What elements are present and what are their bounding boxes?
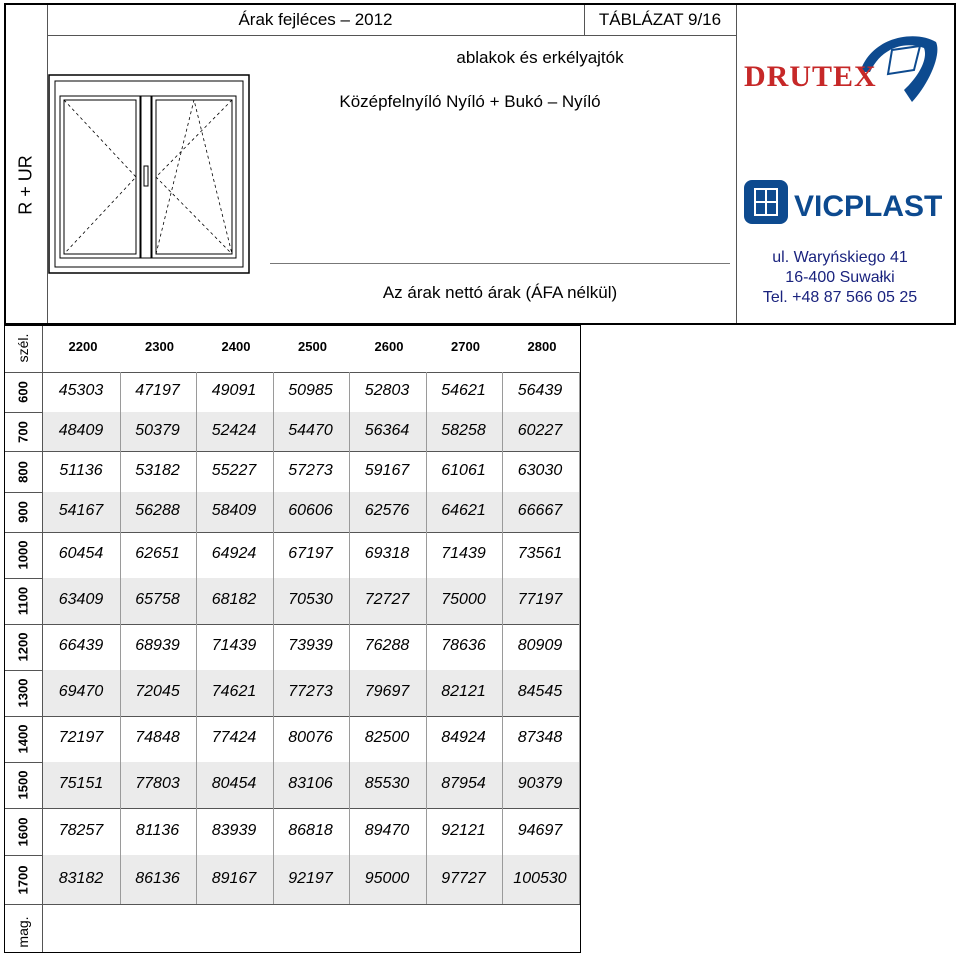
row-header-height: 1700 <box>15 865 31 894</box>
price-cell: 83939 <box>211 821 257 839</box>
price-cell: 73561 <box>517 545 563 562</box>
row-header-height: 900 <box>15 501 31 523</box>
price-cell: 62651 <box>135 545 180 562</box>
price-cell: 75151 <box>58 775 104 792</box>
price-cell: 58409 <box>211 502 257 519</box>
document-title: Árak fejléces – 2012 <box>47 5 585 36</box>
table-row <box>43 855 580 904</box>
vicplast-logo <box>742 178 942 228</box>
price-cell: 66667 <box>517 502 563 519</box>
table-row <box>43 372 580 412</box>
row-header-height: 1500 <box>15 770 31 800</box>
price-cell: 75000 <box>441 591 486 608</box>
column-divider <box>579 372 580 904</box>
row-header-height: 800 <box>15 460 31 483</box>
price-cell: 87954 <box>441 775 486 792</box>
table-row <box>43 451 580 492</box>
price-cell: 58258 <box>441 421 486 439</box>
price-cell: 90379 <box>517 775 563 792</box>
column-divider <box>426 372 427 904</box>
price-cell: 51136 <box>59 461 103 479</box>
address-phone: Tel. +48 87 566 05 25 <box>762 289 918 306</box>
price-cell: 80076 <box>288 729 333 746</box>
address-city: 16-400 Suwałki <box>785 269 895 286</box>
window-type-title: Középfelnyíló Nyíló + Bukó – Nyíló <box>339 92 601 111</box>
column-divider <box>349 372 350 904</box>
price-cell: 97727 <box>441 869 486 887</box>
price-cell: 57273 <box>288 461 333 479</box>
note-divider <box>270 263 730 264</box>
vicplast-logo-text: VICPLAST <box>794 190 942 223</box>
category-title: ablakok és erkélyajtók <box>456 48 624 67</box>
price-cell: 60606 <box>288 502 333 519</box>
price-cell: 76288 <box>364 637 410 654</box>
price-cell: 71439 <box>211 637 257 654</box>
price-cell: 69470 <box>58 683 104 700</box>
company-address <box>732 248 948 308</box>
side-label-cell <box>6 5 48 323</box>
price-cell: 54470 <box>288 421 333 439</box>
price-cell: 78636 <box>441 637 486 654</box>
price-cell: 89470 <box>364 821 410 839</box>
price-cell: 83182 <box>58 869 104 887</box>
price-cell: 53182 <box>135 461 180 479</box>
table-row <box>43 716 580 762</box>
price-cell: 48409 <box>58 421 104 439</box>
row-header-height: 1100 <box>15 586 31 616</box>
table-row <box>43 624 580 670</box>
table-row <box>43 532 580 578</box>
price-cell: 70530 <box>288 591 333 608</box>
column-divider <box>502 372 503 904</box>
price-cell: 84924 <box>441 729 486 746</box>
price-cell: 62576 <box>364 502 410 519</box>
price-cell: 72727 <box>364 591 410 608</box>
table-number: TÁBLÁZAT 9/16 <box>584 5 737 36</box>
height-axis-label: mag. <box>15 916 31 948</box>
row-header-height: 600 <box>15 381 31 403</box>
column-header-width: 2800 <box>527 339 557 354</box>
table-row <box>43 578 580 624</box>
height-label-column <box>5 326 43 952</box>
side-label: R + UR <box>15 155 36 215</box>
price-cell: 89167 <box>211 869 257 887</box>
price-cell: 50985 <box>288 382 333 399</box>
price-cell: 54167 <box>58 502 104 519</box>
row-header-height: 700 <box>15 420 31 443</box>
price-cell: 55227 <box>211 461 257 479</box>
row-header-height: 1300 <box>15 678 31 708</box>
price-cell: 52803 <box>364 382 410 399</box>
column-divider <box>120 372 121 904</box>
column-header-width: 2500 <box>298 339 327 354</box>
price-cell: 68182 <box>211 591 257 608</box>
price-cell: 56288 <box>135 502 180 519</box>
price-note: Az árak nettó árak (ÁFA nélkül) <box>382 283 618 302</box>
price-cell: 71439 <box>441 545 486 562</box>
price-cell: 92121 <box>441 821 486 839</box>
price-cell: 73939 <box>288 637 333 654</box>
price-cell: 60227 <box>517 421 563 439</box>
row-header-height: 1600 <box>15 817 31 846</box>
price-cell: 78257 <box>58 821 104 839</box>
column-header-width: 2300 <box>145 339 174 354</box>
price-cell: 63409 <box>58 591 104 608</box>
table-row <box>43 492 580 532</box>
price-cell: 67197 <box>288 545 333 562</box>
price-cell: 81136 <box>135 821 180 839</box>
price-cell: 56364 <box>364 421 410 439</box>
row-divider <box>5 904 580 905</box>
price-cell: 77197 <box>517 591 563 608</box>
price-cell: 77273 <box>288 683 333 700</box>
price-cell: 60454 <box>58 545 104 562</box>
column-header-width: 2400 <box>221 339 251 354</box>
column-header-width: 2200 <box>68 339 98 354</box>
window-diagram-icon <box>48 74 250 274</box>
table-row <box>43 412 580 451</box>
price-cell: 47197 <box>135 382 180 399</box>
price-cell: 61061 <box>441 461 486 479</box>
table-row <box>43 808 580 855</box>
price-cell: 59167 <box>364 461 410 479</box>
price-cell: 86818 <box>288 821 333 839</box>
price-cell: 94697 <box>517 821 563 839</box>
row-header-height: 1200 <box>15 632 31 662</box>
column-header-width: 2600 <box>374 339 404 354</box>
price-cell: 87348 <box>517 729 563 746</box>
price-cell: 74621 <box>211 683 257 700</box>
price-cell: 52424 <box>211 421 257 439</box>
column-divider <box>273 372 274 904</box>
price-cell: 45303 <box>58 382 104 399</box>
drutex-logo <box>742 30 942 115</box>
price-cell: 74848 <box>135 729 180 746</box>
price-cell: 63030 <box>517 461 563 479</box>
price-cell: 50379 <box>135 421 180 439</box>
price-cell: 79697 <box>364 683 410 700</box>
column-header-width: 2700 <box>451 339 480 354</box>
price-cell: 100530 <box>513 869 567 887</box>
width-axis-label: szél. <box>15 333 31 363</box>
price-cell: 95000 <box>364 869 410 887</box>
price-cell: 80909 <box>517 637 563 654</box>
row-header-height: 1000 <box>15 540 31 570</box>
price-cell: 92197 <box>288 869 333 887</box>
table-row <box>43 762 580 808</box>
table-row <box>43 670 580 716</box>
row-header-height: 1400 <box>15 724 31 754</box>
price-cell: 83106 <box>288 775 333 792</box>
price-cell: 84545 <box>517 683 563 700</box>
price-cell: 85530 <box>364 775 410 792</box>
column-divider <box>196 372 197 904</box>
price-cell: 69318 <box>364 545 410 562</box>
price-cell: 77424 <box>211 729 257 746</box>
price-cell: 82121 <box>441 683 486 700</box>
price-cell: 65758 <box>135 591 180 608</box>
price-cell: 72197 <box>58 729 104 746</box>
price-cell: 80454 <box>211 775 257 792</box>
price-table <box>4 325 581 953</box>
price-cell: 82500 <box>364 729 410 746</box>
price-cell: 49091 <box>211 382 257 399</box>
address-street: ul. Waryńskiego 41 <box>772 249 908 266</box>
price-cell: 86136 <box>135 869 180 887</box>
drutex-logo-text: DRUTEX <box>744 60 877 93</box>
price-cell: 56439 <box>517 382 563 399</box>
price-cell: 64621 <box>441 502 486 519</box>
price-cell: 54621 <box>441 382 486 399</box>
price-cell: 68939 <box>135 637 180 654</box>
price-cell: 66439 <box>58 637 104 654</box>
price-cell: 72045 <box>135 683 180 700</box>
price-cell: 77803 <box>135 775 180 792</box>
price-cell: 64924 <box>211 545 257 562</box>
